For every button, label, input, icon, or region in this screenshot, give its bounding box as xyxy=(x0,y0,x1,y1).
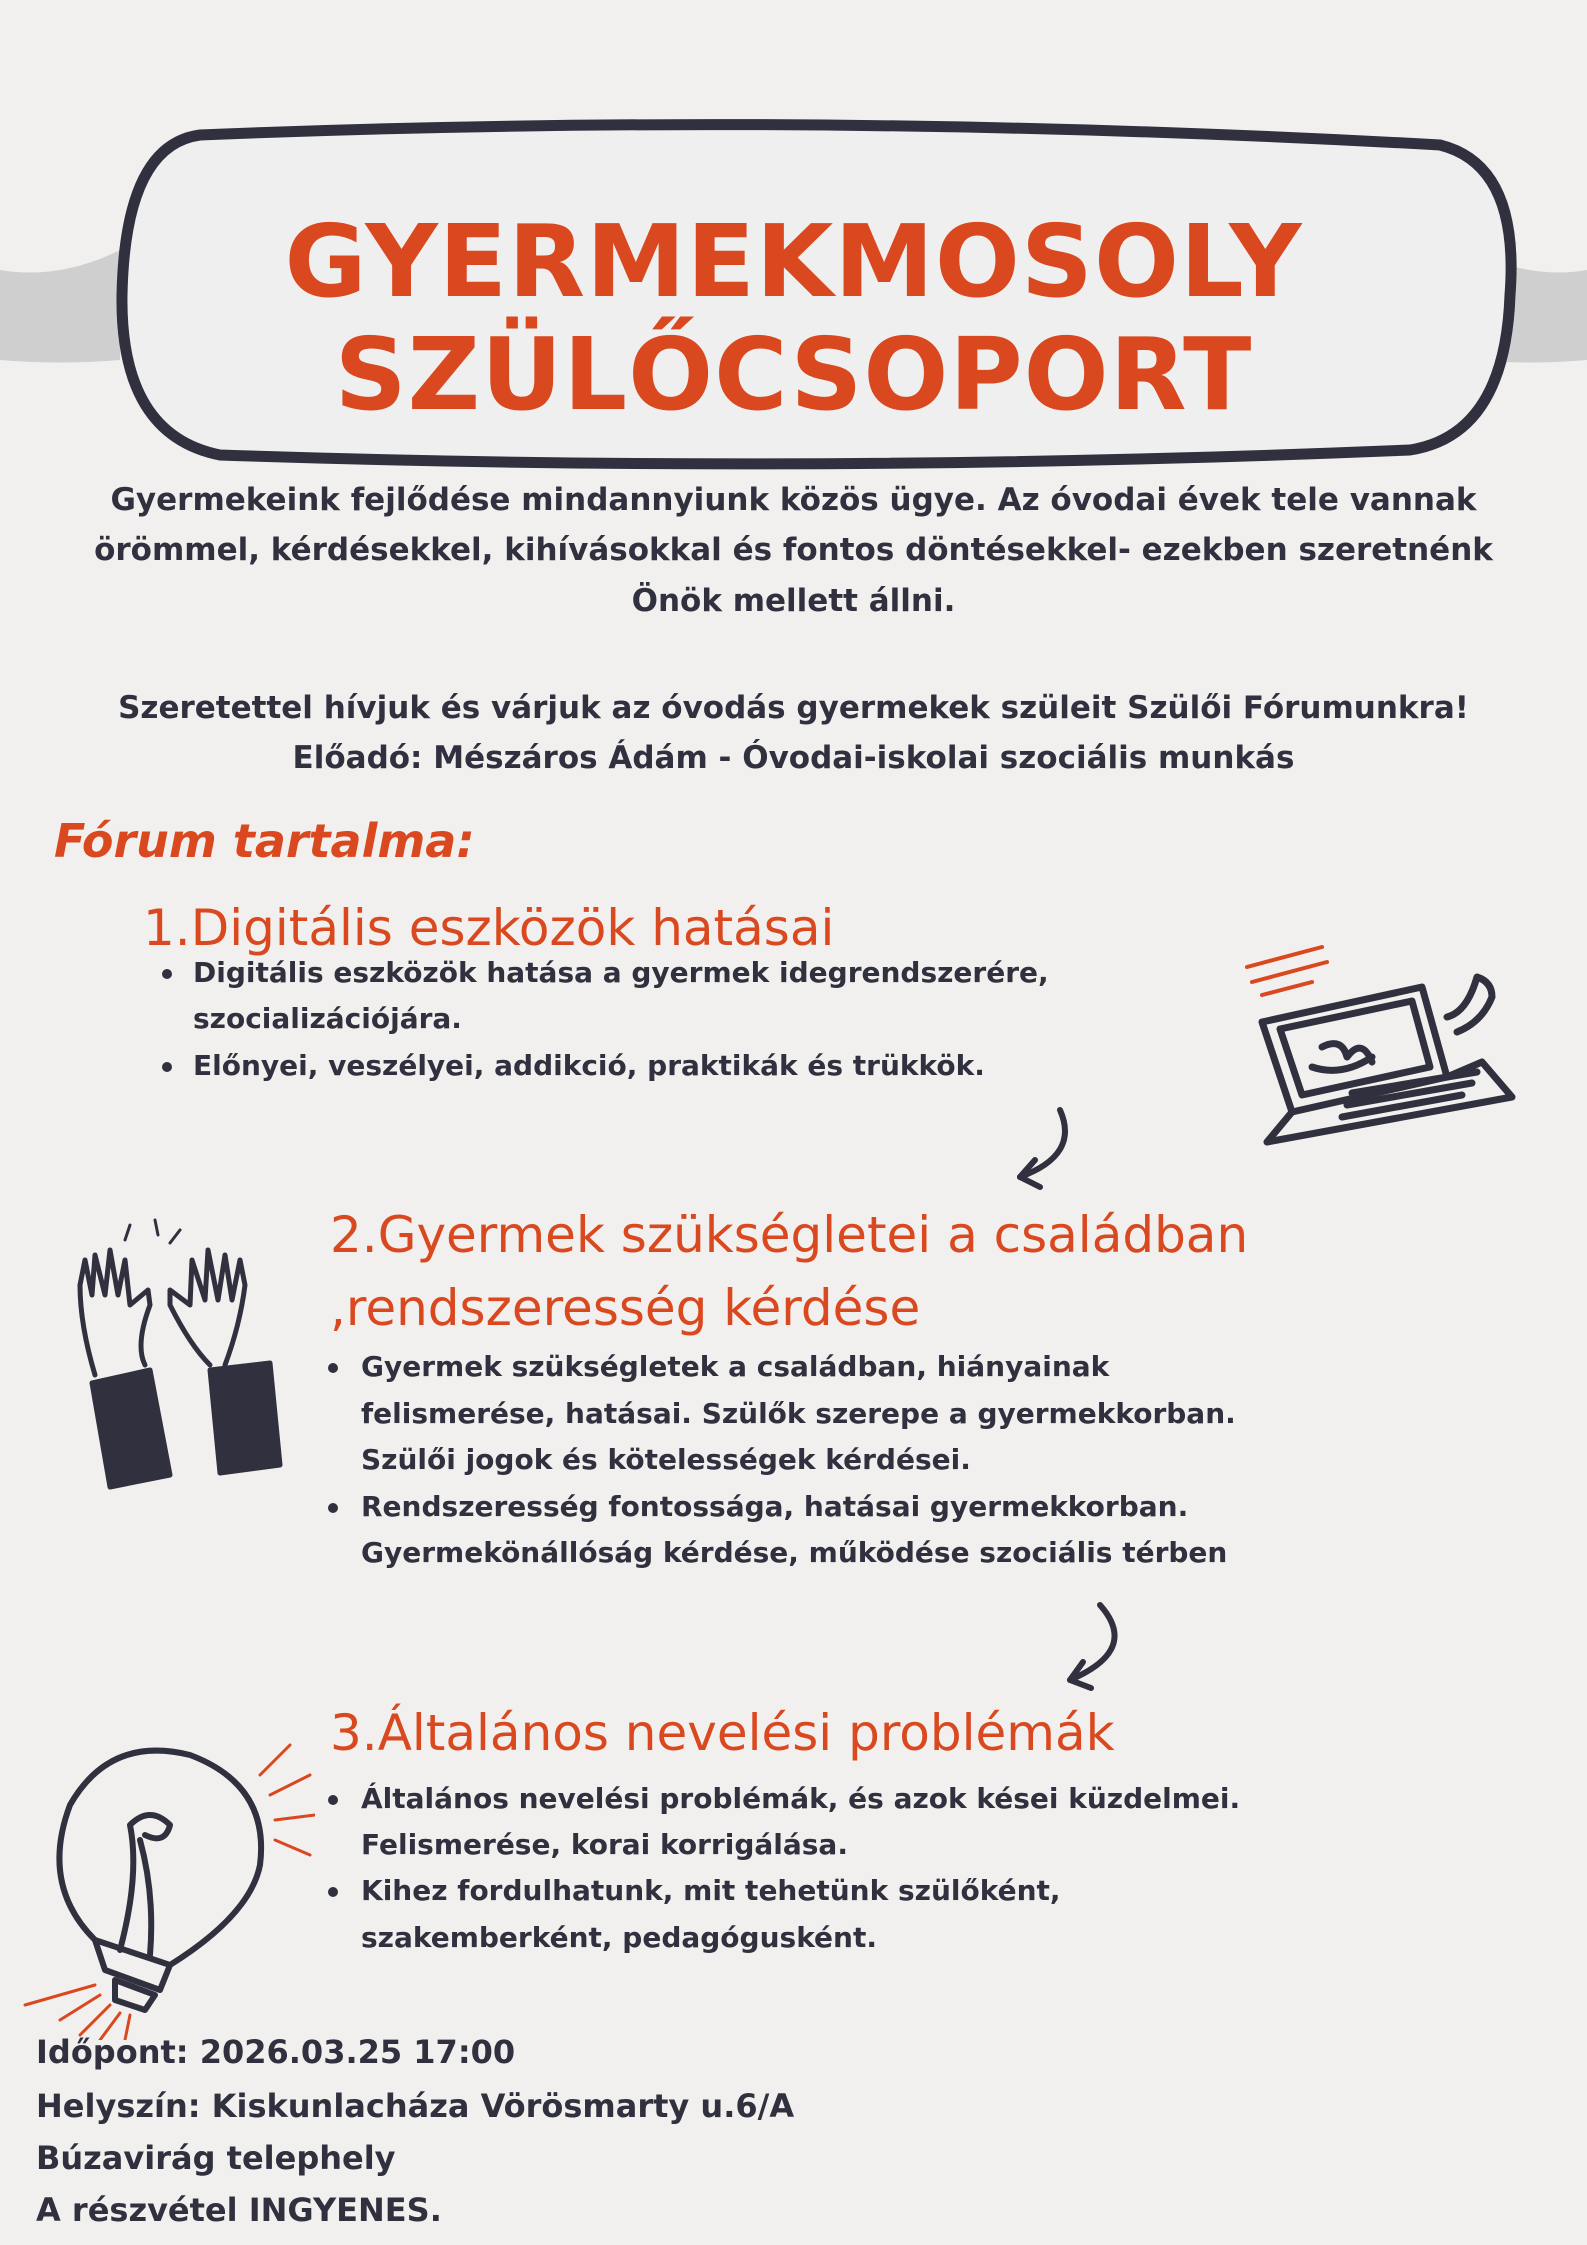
topic-3-bullet: Általános nevelési problémák, és azok kései küzdelmei. xyxy=(361,1782,1241,1815)
topic-2-bullet: Szülői jogok és kötelességek kérdései. xyxy=(361,1443,971,1476)
invite-line: Szeretettel hívjuk és várjuk az óvodás gyermekek szüleit Szülői Fórumunkra! xyxy=(118,690,1469,726)
intro-line: Gyermekeink fejlődése mindannyiunk közös ügye. Az óvodai évek tele vannak xyxy=(110,482,1477,518)
bullet-dot xyxy=(328,1887,338,1897)
topic-1-bullet: Előnyei, veszélyei, addikció, praktikák és trükkök. xyxy=(193,1049,985,1082)
laptop-illustration xyxy=(1232,917,1532,1162)
bullet-dot xyxy=(162,1062,172,1072)
topic-2-bullet: Gyermekönállóság kérdése, működése szociális térben xyxy=(361,1536,1228,1569)
bullet-dot xyxy=(162,969,172,979)
event-location: Helyszín: Kiskunlacháza Vörösmarty u.6/A xyxy=(36,2087,795,2125)
bullet-dot xyxy=(328,1363,338,1373)
topic-1-title: 1.Digitális eszközök hatásai xyxy=(143,899,835,957)
topic-3-bullet: Felismerése, korai korrigálása. xyxy=(361,1828,848,1861)
topic-2-bullet: Gyermek szükségletek a családban, hiányainak xyxy=(361,1350,1110,1383)
topic-2-bullet: Rendszeresség fontossága, hatásai gyermekkorban. xyxy=(361,1490,1189,1523)
event-time: Időpont: 2026.03.25 17:00 xyxy=(36,2033,516,2071)
bullet-dot xyxy=(328,1503,338,1513)
light-bulb-illustration xyxy=(20,1715,315,2040)
title-line-1: GYERMEKMOSOLY xyxy=(284,203,1303,320)
speaker-line: Előadó: Mészáros Ádám - Óvodai-iskolai szociális munkás xyxy=(292,740,1295,776)
topic-3-bullet: Kihez fordulhatunk, mit tehetünk szülőként, xyxy=(361,1874,1061,1907)
topic-3-title: 3.Általános nevelési problémák xyxy=(330,1704,1115,1762)
topic-2-bullet: felismerése, hatásai. Szülők szerepe a gyermekkorban. xyxy=(361,1397,1236,1430)
topic-1-bullet: szocializációjára. xyxy=(193,1002,462,1035)
bullet-dot xyxy=(328,1795,338,1805)
topic-3-bullet: szakemberként, pedagógusként. xyxy=(361,1921,878,1954)
forum-heading: Fórum tartalma: xyxy=(54,814,475,868)
intro-line: Önök mellett állni. xyxy=(631,583,956,619)
event-site: Búzavirág telephely xyxy=(36,2139,396,2177)
topic-1-bullet: Digitális eszközök hatása a gyermek idegrendszerére, xyxy=(193,956,1049,989)
participation-free: A részvétel INGYENES. xyxy=(36,2191,442,2229)
topic-2-title: 2.Gyermek szükségletei a családban xyxy=(330,1206,1249,1264)
topic-2-title: ,rendszeresség kérdése xyxy=(330,1279,921,1337)
intro-line: örömmel, kérdésekkel, kihívásokkal és fontos döntésekkel- ezekben szeretnénk xyxy=(94,532,1493,568)
arrow-icon xyxy=(1055,1600,1135,1700)
raised-hands-illustration xyxy=(70,1215,305,1495)
arrow-icon xyxy=(1005,1105,1085,1195)
title-line-2: SZÜLŐCSOPORT xyxy=(334,316,1253,433)
